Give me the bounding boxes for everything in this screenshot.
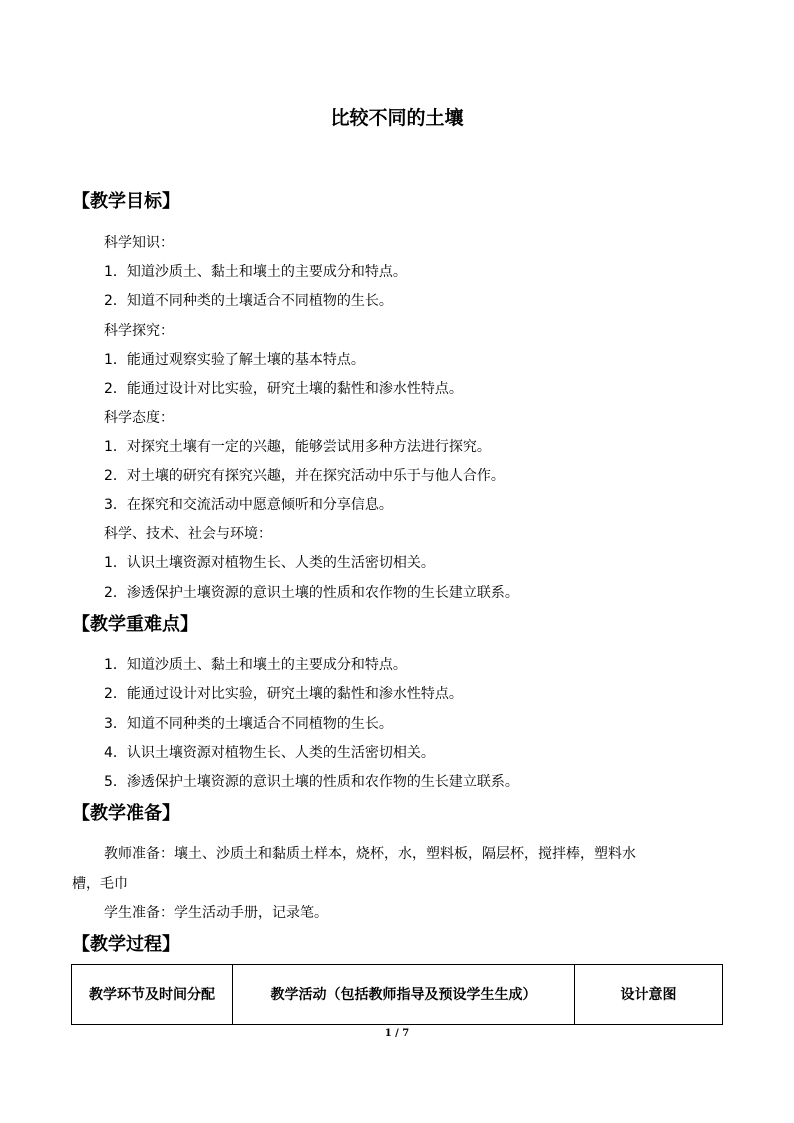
attitude-item-1: 1．对探究土壤有一定的兴趣，能够尝试用多种方法进行探究。 [104, 439, 491, 455]
key-point-3: 3．知道不同种类的土壤适合不同植物的生长。 [104, 716, 393, 732]
table-header-row [72, 965, 723, 1025]
attitude-item-2: 2．对土壤的研究有探究兴趣，并在探究活动中乐于与他人合作。 [104, 468, 505, 484]
process-heading: 【教学过程】 [72, 934, 180, 955]
inquiry-item-2: 2．能通过设计对比实验，研究土壤的黏性和渗水性特点。 [104, 381, 463, 397]
key-point-4: 4．认识土壤资源对植物生长、人类的生活密切相关。 [104, 745, 435, 761]
sts-item-1: 1．认识土壤资源对植物生长、人类的生活密切相关。 [104, 555, 435, 571]
attitude-label: 科学态度： [104, 410, 174, 426]
sts-label: 科学、技术、社会与环境： [104, 526, 272, 542]
teacher-preparation-line1: 教师准备：壤土、沙质土和黏质土样本，烧杯，水，塑料板，隔层杯，搅拌棒，塑料水 [104, 846, 636, 862]
teacher-preparation-line2: 槽，毛巾 [72, 876, 128, 892]
page-title: 比较不同的土壤 [330, 107, 464, 129]
key-points-heading: 【教学重难点】 [72, 614, 198, 635]
key-point-5: 5．渗透保护土壤资源的意识土壤的性质和农作物的生长建立联系。 [104, 774, 519, 790]
header-stage-time: 教学环节及时间分配 [72, 965, 233, 1025]
knowledge-item-2: 2．知道不同种类的土壤适合不同植物的生长。 [104, 293, 393, 309]
attitude-item-3: 3．在探究和交流活动中愿意倾听和分享信息。 [104, 497, 393, 513]
header-design-intent: 设计意图 [575, 965, 723, 1025]
student-preparation: 学生准备：学生活动手册，记录笔。 [104, 905, 328, 921]
page-number: 1 / 7 [384, 1028, 410, 1039]
header-teaching-activity: 教学活动（包括教师指导及预设学生生成） [233, 965, 575, 1025]
key-point-2: 2．能通过设计对比实验，研究土壤的黏性和渗水性特点。 [104, 686, 463, 702]
knowledge-item-1: 1．知道沙质土、黏土和壤土的主要成分和特点。 [104, 264, 407, 280]
inquiry-item-1: 1．能通过观察实验了解土壤的基本特点。 [104, 352, 365, 368]
sts-item-2: 2．渗透保护土壤资源的意识土壤的性质和农作物的生长建立联系。 [104, 585, 519, 601]
objectives-heading: 【教学目标】 [72, 191, 180, 212]
process-table [71, 964, 723, 1025]
key-point-1: 1．知道沙质土、黏土和壤土的主要成分和特点。 [104, 657, 407, 673]
preparation-heading: 【教学准备】 [72, 803, 180, 824]
inquiry-label: 科学探究： [104, 323, 174, 339]
knowledge-label: 科学知识： [104, 235, 174, 251]
